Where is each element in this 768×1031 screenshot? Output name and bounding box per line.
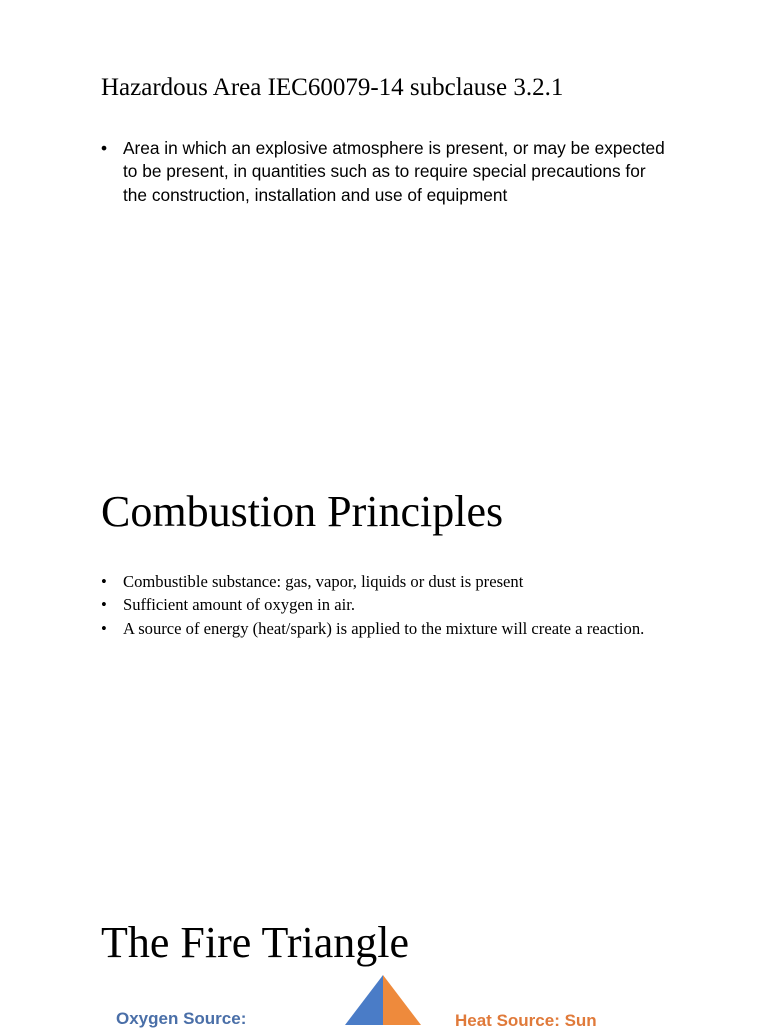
bullet-item — [101, 617, 671, 640]
oxygen-source-label: Oxygen Source: — [116, 1009, 247, 1028]
fire-triangle-icon — [345, 975, 421, 1025]
bullet-glyph: • — [101, 138, 108, 158]
bullet-item — [101, 570, 671, 593]
bullet-glyph: • — [101, 572, 107, 591]
triangle-right-half — [383, 975, 421, 1025]
bullet-text: Combustible substance: gas, vapor, liquids or dust is present — [123, 572, 524, 591]
bullet-glyph: • — [101, 595, 107, 615]
slide-title-hazardous-area: Hazardous Area IEC60079-14 subclause 3.2.1 — [101, 74, 564, 101]
triangle-left-half — [345, 975, 383, 1025]
bullet-item — [101, 593, 671, 616]
bullet-glyph: • — [101, 618, 107, 638]
fire-triangle-graphic — [345, 975, 421, 1025]
bullet-text: Sufficient amount of oxygen in air. — [123, 595, 355, 615]
bullet-item — [101, 137, 671, 207]
slide-title-fire-triangle: The Fire Triangle — [101, 918, 409, 967]
bullet-text: A source of energy (heat/spark) is applied to the mixture will create a reaction. — [123, 618, 645, 638]
heat-source-label: Heat Source: Sun — [455, 1011, 597, 1030]
slide-title-combustion-principles: Combustion Principles — [101, 487, 504, 536]
bullet-list-hazardous-area — [101, 137, 671, 207]
bullet-text: Area in which an explosive atmosphere is present, or may be expected to be present, in quantities such as to require special precautions for the construction, installation and use of equipment — [123, 138, 665, 205]
bullet-list-combustion — [101, 570, 671, 640]
